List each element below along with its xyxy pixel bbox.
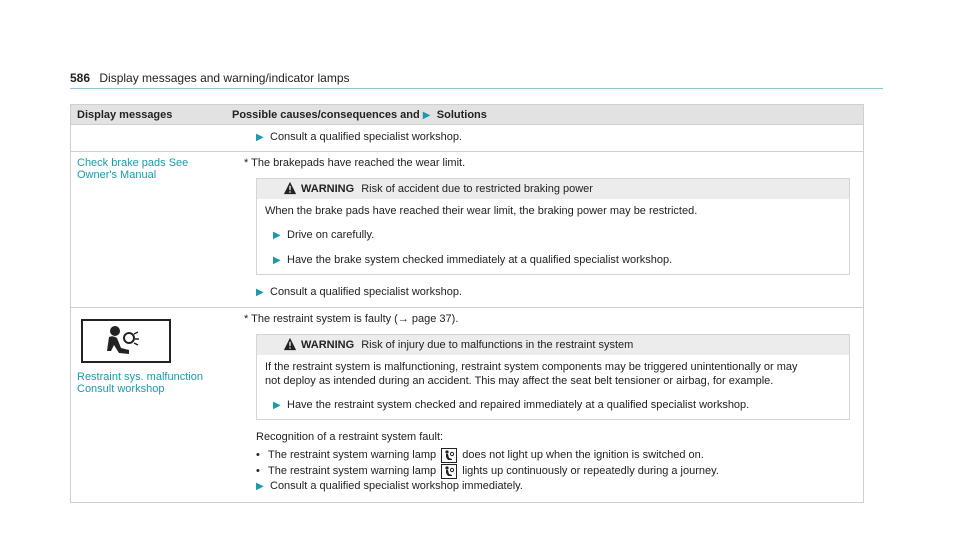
col-header-display-messages: Display messages xyxy=(77,108,173,121)
warning-body-text: If the restraint system is malfunctioning, restraint system components may be triggered unintentionally or may xyxy=(265,361,798,373)
display-messages-table xyxy=(70,104,864,503)
solution-text: Consult a qualified specialist workshop. xyxy=(270,286,462,298)
col-header-causes xyxy=(226,107,863,123)
warning-box xyxy=(256,334,850,420)
arrow-right-icon: ▶ xyxy=(256,481,264,492)
arrow-right-icon: ▶ xyxy=(273,255,281,266)
warning-step-text: Drive on carefully. xyxy=(287,229,375,241)
warning-body xyxy=(257,199,849,274)
page-number: 586 xyxy=(70,71,91,85)
bullet-text: The restraint system warning lamp xyxy=(268,449,437,461)
table-row xyxy=(71,124,863,151)
warning-step xyxy=(265,253,841,268)
solution-step xyxy=(232,285,857,300)
bullet-text: lights up continuously or repeatedly during a journey. xyxy=(462,465,719,477)
table-row-brake-pads xyxy=(71,151,863,307)
warning-body xyxy=(257,355,849,419)
message-line: Check brake pads See xyxy=(77,157,189,169)
page-header xyxy=(70,71,350,85)
list-item xyxy=(268,463,857,479)
col-header-causes-label: Possible causes/consequences and xyxy=(232,108,420,121)
message-cell xyxy=(71,308,226,502)
header-divider xyxy=(70,88,883,89)
warning-triangle-icon xyxy=(283,181,297,195)
warning-triangle-icon xyxy=(283,337,297,351)
restraint-warning-lamp-icon xyxy=(441,464,457,479)
airbag-warning-icon xyxy=(81,319,171,363)
warning-title: WARNING xyxy=(301,183,355,195)
list-item xyxy=(268,447,857,463)
empty-cell xyxy=(71,125,226,151)
cause-text: * The restraint system is faulty (→ page 37). xyxy=(244,313,459,325)
arrow-right-icon: ▶ xyxy=(273,400,281,411)
message-line: Consult workshop xyxy=(77,383,165,395)
solution-step xyxy=(232,479,857,494)
arrow-right-icon: ▶ xyxy=(422,109,431,121)
fault-recognition-list xyxy=(232,447,857,479)
seated-person-airbag-icon xyxy=(83,321,169,361)
message-line: Restraint sys. malfunction xyxy=(77,371,203,383)
arrow-right-icon: ▶ xyxy=(256,287,264,298)
warning-step-text: Have the brake system checked immediately at a qualified specialist workshop. xyxy=(287,254,673,266)
continued-solution xyxy=(226,125,863,151)
restraint-warning-lamp-icon xyxy=(441,448,457,463)
arrow-right-icon: ▶ xyxy=(256,132,264,143)
message-cell xyxy=(71,152,226,307)
page-title: Display messages and warning/indicator lamps xyxy=(99,71,350,85)
bullet-text: does not light up when the ignition is switched on. xyxy=(462,449,704,461)
solution-step: Consult a qualified specialist workshop. xyxy=(270,131,462,143)
warning-header xyxy=(257,335,849,355)
bullet-text: The restraint system warning lamp xyxy=(268,465,437,477)
warning-step xyxy=(265,398,841,413)
cause-text: * The brakepads have reached the wear limit. xyxy=(244,157,466,169)
warning-box xyxy=(256,178,850,275)
warning-header xyxy=(257,179,849,199)
cause-cell xyxy=(226,152,863,307)
warning-text: Risk of accident due to restricted braking power xyxy=(361,183,593,195)
arrow-right-icon: ▶ xyxy=(273,230,281,241)
warning-body-text: not deploy as intended during an accident. This may affect the seat belt tensioner or airbag, for example. xyxy=(265,375,774,387)
message-line: Owner's Manual xyxy=(77,169,157,181)
solution-text: Consult a qualified specialist workshop immediately. xyxy=(270,480,523,492)
warning-text: Risk of injury due to malfunctions in the restraint system xyxy=(361,339,634,351)
recognition-text: Recognition of a restraint system fault: xyxy=(256,431,444,443)
warning-step-text: Have the restraint system checked and repaired immediately at a qualified specialist workshop. xyxy=(287,399,750,411)
warning-title: WARNING xyxy=(301,339,355,351)
cause-cell xyxy=(226,308,863,502)
warning-body-text: When the brake pads have reached their wear limit, the braking power may be restricted. xyxy=(265,205,698,217)
table-row-restraint xyxy=(71,307,863,502)
col-header-solutions-label: Solutions xyxy=(436,108,487,121)
table-header-row xyxy=(71,105,863,124)
warning-step xyxy=(265,228,841,243)
